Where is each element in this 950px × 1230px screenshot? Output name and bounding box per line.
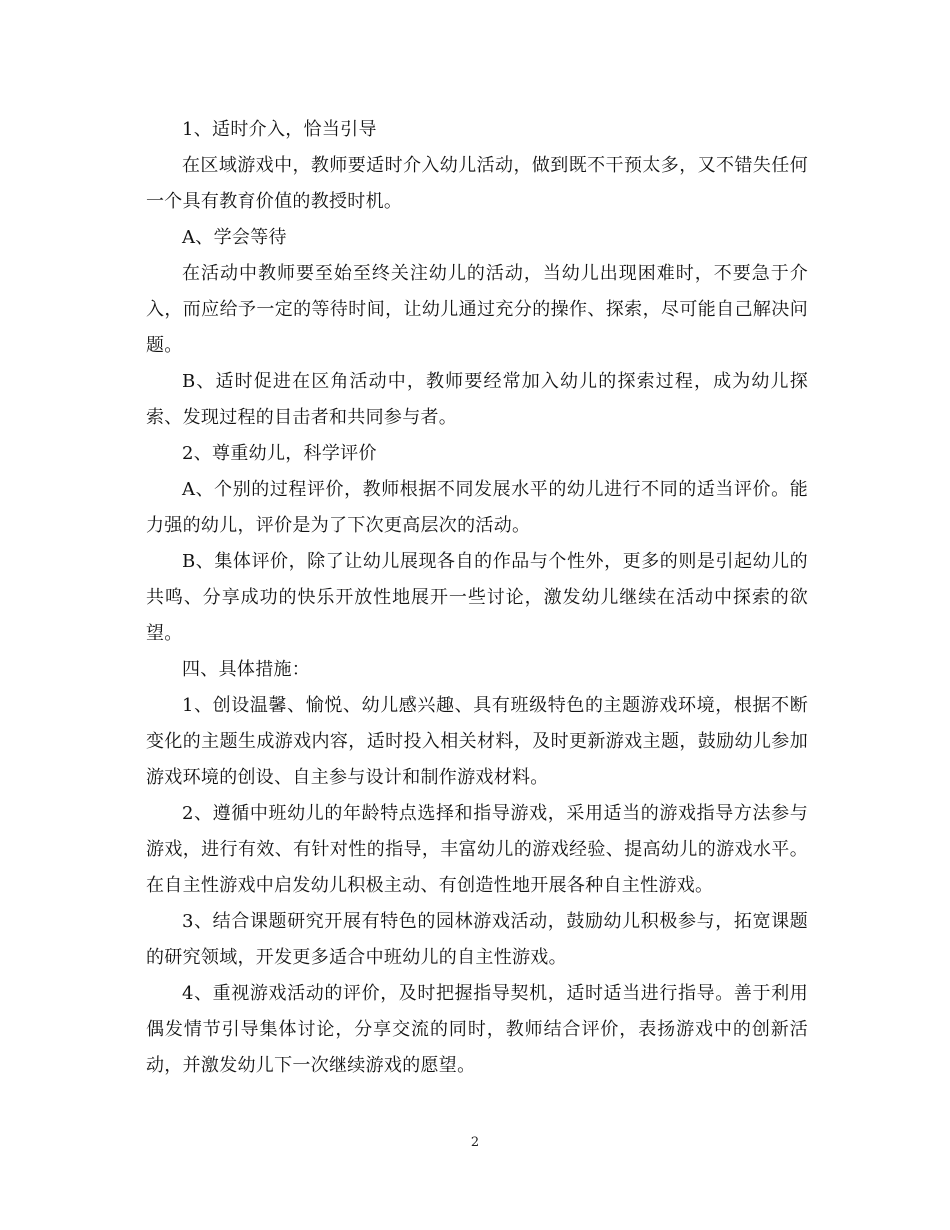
paragraph: A、个别的过程评价，教师根据不同发展水平的幼儿进行不同的适当评价。能力强的幼儿，评价是为了下次更高层次的活动。 — [146, 479, 808, 536]
paragraph: 3、结合课题研究开展有特色的园林游戏活动，鼓励幼儿积极参与，拓宽课题的研究领域，开发更多适合中班幼儿的自主性游戏。 — [146, 911, 808, 968]
paragraph: 1、适时介入，恰当引导 — [182, 119, 377, 140]
paragraph: 1、创设温馨、愉悦、幼儿感兴趣、具有班级特色的主题游戏环境，根据不断变化的主题生成游戏内容，适时投入相关材料，及时更新游戏主题，鼓励幼儿参加游戏环境的创设、自主参与设计和制作游戏材料。 — [146, 695, 808, 788]
paragraph: 4、重视游戏活动的评价，及时把握指导契机，适时适当进行指导。善于利用偶发情节引导集体讨论，分享交流的同时，教师结合评价，表扬游戏中的创新活动，并激发幼儿下一次继续游戏的愿望。 — [146, 983, 808, 1076]
paragraph: 2、尊重幼儿，科学评价 — [182, 443, 377, 464]
paragraph: 在活动中教师要至始至终关注幼儿的活动，当幼儿出现困难时，不要急于介入，而应给予一定的等待时间，让幼儿通过充分的操作、探索，尽可能自己解决问题。 — [146, 263, 808, 356]
body-text — [146, 112, 808, 1084]
section-heading: 四、具体措施： — [182, 659, 311, 680]
paragraph: A、学会等待 — [182, 227, 287, 248]
paragraph: B、集体评价，除了让幼儿展现各自的作品与个性外，更多的则是引起幼儿的共鸣、分享成功的快乐开放性地展开一些讨论，激发幼儿继续在活动中探索的欲望。 — [146, 551, 808, 644]
paragraph: 在区域游戏中，教师要适时介入幼儿活动，做到既不干预太多，又不错失任何一个具有教育价值的教授时机。 — [146, 155, 808, 212]
paragraph: B、适时促进在区角活动中，教师要经常加入幼儿的探索过程，成为幼儿探索、发现过程的目击者和共同参与者。 — [146, 371, 808, 428]
page-number: 2 — [470, 1135, 480, 1150]
paragraph: 2、遵循中班幼儿的年龄特点选择和指导游戏，采用适当的游戏指导方法参与游戏，进行有效、有针对性的指导，丰富幼儿的游戏经验、提高幼儿的游戏水平。在自主性游戏中启发幼儿积极主动、有创造性地开展各种自主性游戏。 — [146, 803, 808, 896]
